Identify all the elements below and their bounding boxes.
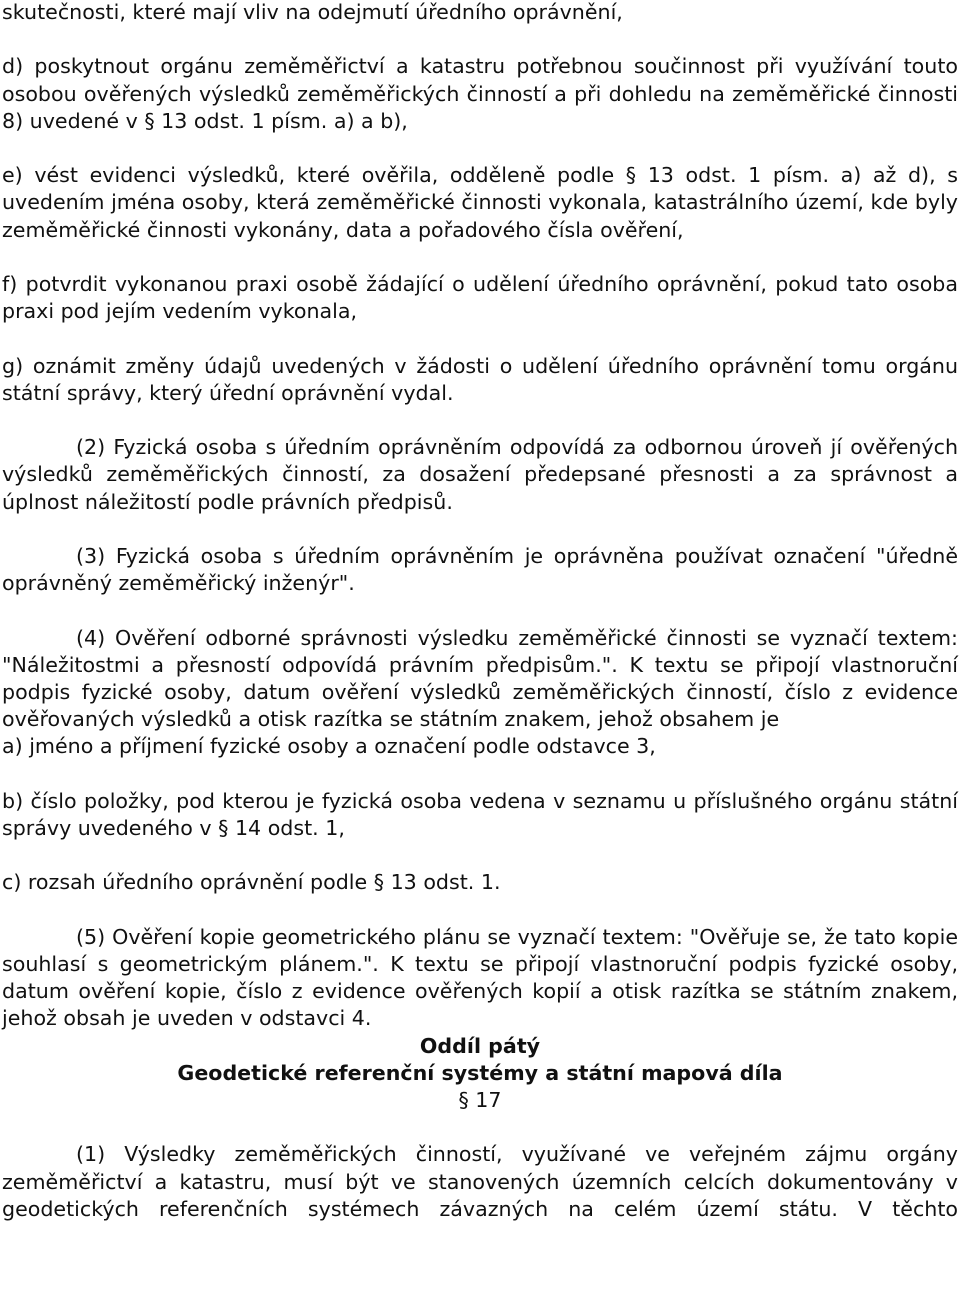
part-subtitle: Geodetické referenční systémy a státní mapová díla <box>177 1060 783 1085</box>
document-page <box>2 0 958 1223</box>
paragraph-4-item-a: a) jméno a příjmení fyzické osoby a označení podle odstavce 3, <box>2 734 656 759</box>
paragraph-2: (2) Fyzická osoba s úředním oprávněním odpovídá za odbornou úroveň jí ověřených výsledků zeměměřických činností, za dosažení předepsané přesnosti a za správnost a úplnost náležitostí podle právních předpisů. <box>2 435 958 514</box>
paragraph-4: (4) Ověření odborné správnosti výsledku zeměměřické činnosti se vyznačí textem: "Náležitostmi a přesností odpovídá právním předpisům.". K textu se připojí vlastnoruční podpis fyzické osoby, datum ověření výsledků zeměměřických činností, číslo z evidence ověřovaných výsledků a otisk razítka se státním znakem, jehož obsahem je <box>2 625 958 732</box>
paragraph-3: (3) Fyzická osoba s úředním oprávněním je oprávněna používat označení "úředně oprávněný zeměměřický inženýr". <box>2 543 958 596</box>
list-item-e: e) vést evidenci výsledků, které ověřila, odděleně podle § 13 odst. 1 písm. a) až d), s uvedením jména osoby, která zeměměřické činnosti vykonala, katastrálního území, kde byly zeměměřické činnosti vykonány, data a pořadového čísla ověření, <box>2 163 958 242</box>
paragraph-4-item-b: b) číslo položky, pod kterou je fyzická osoba vedena v seznamu u příslušného orgánu státní správy uvedeného v § 14 odst. 1, <box>2 788 958 840</box>
paragraph-5: (5) Ověření kopie geometrického plánu se vyznačí textem: "Ověřuje se, že tato kopie souhlasí s geometrickým plánem.". K textu se připojí vlastnoruční podpis fyzické osoby, datum ověření kopie, číslo z evidence ověřených kopií a otisk razítka se státním znakem, jehož obsah je uveden v odstavci 4. <box>2 924 958 1031</box>
continuation-text: skutečnosti, které mají vliv na odejmutí úředního oprávnění, <box>2 0 623 24</box>
list-item-g: g) oznámit změny údajů uvedených v žádosti o udělení úředního oprávnění tomu orgánu státní správy, který úřední oprávnění vydal. <box>2 353 958 405</box>
section-17-paragraph-1: (1) Výsledky zeměměřických činností, využívané ve veřejném zájmu orgány zeměměřictví a katastru, musí být ve stanovených územních celcích dokumentovány v geodetických referenčních systémech závazných na celém území státu. V těchto <box>2 1142 958 1221</box>
list-item-d: d) poskytnout orgánu zeměměřictví a katastru potřebnou součinnost při využívání touto osobou ověřených výsledků zeměměřických činností a při dohledu na zeměměřické činnosti 8) uvedené v § 13 odst. 1 písm. a) a b), <box>2 54 958 133</box>
paragraph-4-item-c: c) rozsah úředního oprávnění podle § 13 odst. 1. <box>2 870 501 895</box>
list-item-f: f) potvrdit vykonanou praxi osobě žádající o udělení úředního oprávnění, pokud tato osoba praxi pod jejím vedením vykonala, <box>2 271 958 324</box>
section-number: § 17 <box>458 1087 502 1112</box>
part-title: Oddíl pátý <box>419 1033 541 1058</box>
